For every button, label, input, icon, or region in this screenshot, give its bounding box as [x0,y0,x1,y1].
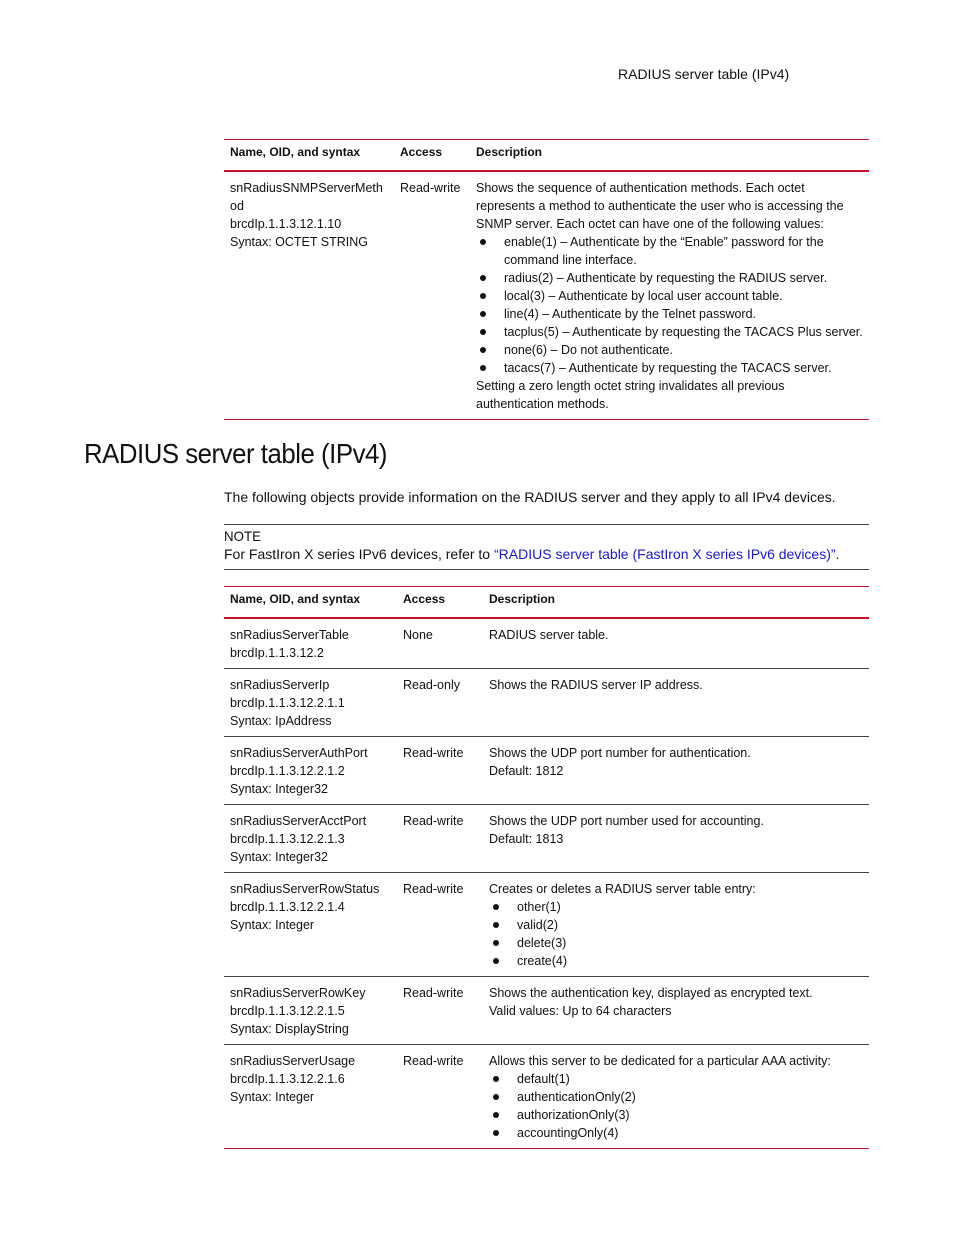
object-name: snRadiusServerUsage [230,1054,356,1068]
object-name-cell [224,873,397,977]
description-cell [483,1045,869,1149]
table-row [224,618,869,669]
column-header-name: Name, OID, and syntax [224,140,394,172]
note-prefix: For FastIron X series IPv6 devices, refer to [224,546,494,562]
section-heading: RADIUS server table (IPv4) [84,438,387,469]
object-name: snRadiusServerRowStatus [230,882,380,896]
description-text: Shows the authentication key, displayed as encrypted text. [489,986,813,1000]
table-body [224,618,869,1149]
list-item: enable(1) – Authenticate by the “Enable” password for the command line interface. [476,233,863,269]
object-name-cell [224,737,397,805]
radius-server-table [224,586,869,1149]
description-text: Shows the sequence of authentication methods. Each octet represents a method to authenticate the user who is accessing the SNMP server. Each octet can have one of the following values: [476,181,844,231]
description-cell [483,737,869,805]
table-header-row [224,140,869,172]
snmp-server-method-table [224,139,869,420]
note-box [224,524,869,570]
description-cell [483,977,869,1045]
object-name: snRadiusServerRowKey [230,986,366,1000]
access-cell: None [397,618,483,669]
description-text: Default: 1813 [489,832,564,846]
list-item: other(1) [489,898,863,916]
note-label: NOTE [224,528,261,544]
running-header: RADIUS server table (IPv4) [618,66,790,82]
list-item: accountingOnly(4) [489,1124,863,1142]
object-syntax: Syntax: Integer [230,1090,315,1104]
column-header-description: Description [470,140,869,172]
table-row [224,1045,869,1149]
description-text: Shows the RADIUS server IP address. [489,678,703,692]
object-name-cell [224,977,397,1045]
object-oid: brcdIp.1.1.3.12.2 [230,646,324,660]
object-name: snRadiusServerIp [230,678,330,692]
table-row [224,805,869,873]
table-row [224,873,869,977]
description-cell [483,873,869,977]
description-text: RADIUS server table. [489,628,609,642]
object-oid: brcdIp.1.1.3.12.2.1.4 [230,900,345,914]
description-text: Setting a zero length octet string invalidates all previous authentication methods. [476,379,785,411]
table-row [224,171,869,420]
description-text: Shows the UDP port number used for accounting. [489,814,764,828]
object-syntax: Syntax: Integer32 [230,850,328,864]
object-oid: brcdIp.1.1.3.12.2.1.2 [230,764,345,778]
column-header-access: Access [397,587,483,619]
object-name-cell [224,805,397,873]
column-header-access: Access [394,140,470,172]
table-row [224,977,869,1045]
value-list [489,898,863,970]
object-oid: brcdIp.1.1.3.12.2.1.6 [230,1072,345,1086]
object-syntax: Syntax: IpAddress [230,714,332,728]
description-text: Shows the UDP port number for authentication. [489,746,751,760]
list-item: local(3) – Authenticate by local user account table. [476,287,863,305]
intro-paragraph: The following objects provide information on the RADIUS server and they apply to all IPv4 devices. [224,489,836,505]
object-syntax: Syntax: OCTET STRING [230,235,368,249]
access-cell: Read-only [397,669,483,737]
list-item: authenticationOnly(2) [489,1088,863,1106]
value-list [489,1070,863,1142]
access-cell: Read-write [397,805,483,873]
cross-reference-link[interactable]: “RADIUS server table (FastIron X series IPv6 devices)” [494,546,836,562]
access-cell: Read-write [394,171,470,420]
object-name: snRadiusServerTable [230,628,349,642]
list-item: radius(2) – Authenticate by requesting the RADIUS server. [476,269,863,287]
object-name-continued: od [230,199,244,213]
table-header-row [224,587,869,619]
list-item: authorizationOnly(3) [489,1106,863,1124]
description-text: Allows this server to be dedicated for a particular AAA activity: [489,1054,831,1068]
description-text: Creates or deletes a RADIUS server table entry: [489,882,756,896]
object-syntax: Syntax: Integer32 [230,782,328,796]
list-item: line(4) – Authenticate by the Telnet password. [476,305,863,323]
access-cell: Read-write [397,1045,483,1149]
list-item: tacplus(5) – Authenticate by requesting the TACACS Plus server. [476,323,863,341]
list-item: valid(2) [489,916,863,934]
access-cell: Read-write [397,977,483,1045]
object-name-cell [224,171,394,420]
object-name-cell [224,669,397,737]
note-suffix: . [835,546,840,562]
access-cell: Read-write [397,873,483,977]
object-syntax: Syntax: Integer [230,918,315,932]
value-list [476,233,863,377]
object-name: snRadiusSNMPServerMeth [230,181,383,195]
list-item: default(1) [489,1070,863,1088]
object-syntax: Syntax: DisplayString [230,1022,349,1036]
column-header-name: Name, OID, and syntax [224,587,397,619]
description-cell [470,171,869,420]
description-cell [483,805,869,873]
note-text [224,546,839,562]
column-header-description: Description [483,587,869,619]
description-cell [483,669,869,737]
list-item: create(4) [489,952,863,970]
object-oid: brcdIp.1.1.3.12.1.10 [230,217,342,231]
table-row [224,669,869,737]
access-cell: Read-write [397,737,483,805]
object-oid: brcdIp.1.1.3.12.2.1.1 [230,696,345,710]
object-name: snRadiusServerAcctPort [230,814,367,828]
description-text: Valid values: Up to 64 characters [489,1004,672,1018]
list-item: delete(3) [489,934,863,952]
object-oid: brcdIp.1.1.3.12.2.1.3 [230,832,345,846]
object-oid: brcdIp.1.1.3.12.2.1.5 [230,1004,345,1018]
table-row [224,737,869,805]
object-name-cell [224,618,397,669]
list-item: tacacs(7) – Authenticate by requesting the TACACS server. [476,359,863,377]
description-text: Default: 1812 [489,764,564,778]
list-item: none(6) – Do not authenticate. [476,341,863,359]
description-cell [483,618,869,669]
object-name-cell [224,1045,397,1149]
object-name: snRadiusServerAuthPort [230,746,368,760]
